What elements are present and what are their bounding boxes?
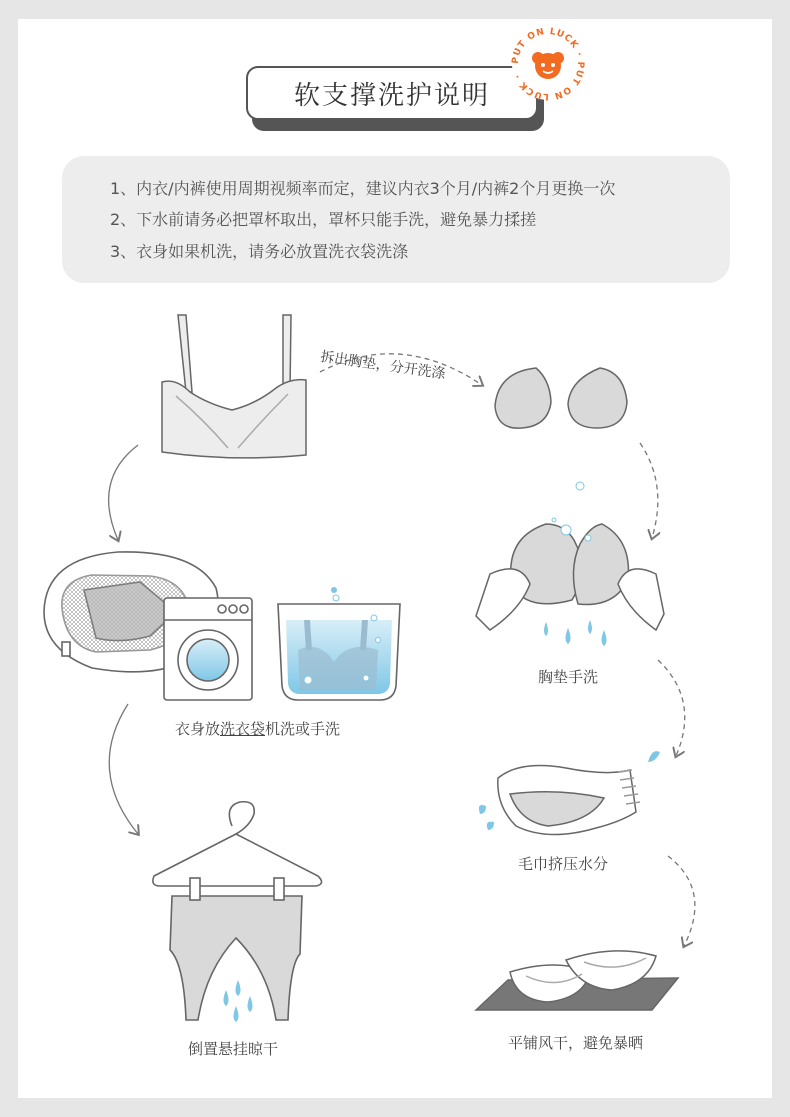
hand-wash-pads-illustration	[476, 482, 664, 646]
caption-remove-pads: 拆出胸垫，分开洗涤	[319, 348, 447, 383]
laundry-bag-link-text: 洗衣袋	[220, 720, 266, 738]
towel-press-illustration	[479, 751, 660, 834]
arrow-to-hang-dry	[109, 704, 138, 834]
pads-illustration	[495, 368, 627, 428]
caption-body-wash-pre: 衣身放	[175, 720, 221, 738]
caption-hang-dry: 倒置悬挂晾干	[188, 1040, 279, 1058]
note-line-2: 2、下水前请务必把罩杯取出，罩杯只能手洗，避免暴力揉搓	[110, 210, 537, 229]
note-line-3: 3、衣身如果机洗，请务必放置洗衣袋洗涤	[110, 242, 409, 261]
caption-body-wash-post: 机洗或手洗	[265, 720, 341, 738]
flat-dry-illustration	[476, 951, 678, 1010]
arrow-to-towel	[658, 660, 685, 756]
arrow-to-handwash	[640, 443, 658, 538]
arrow-to-washer	[109, 445, 138, 540]
svg-text:PUT ON LUCK · PUT ON LUCK ·: PUT ON LUCK · PUT ON LUCK ·	[510, 26, 586, 102]
arrow-to-flat-dry	[668, 856, 695, 946]
basin-handwash-icon	[278, 587, 400, 700]
caption-flat-dry: 平铺风干，避免暴晒	[508, 1034, 644, 1052]
note-line-1: 1、内衣/内裤使用周期视频率而定，建议内衣3个月/内裤2个月更换一次	[110, 179, 616, 198]
hanger-illustration	[153, 802, 322, 1022]
caption-towel-press: 毛巾挤压水分	[518, 855, 609, 873]
caption-body-wash	[175, 718, 340, 739]
bra-illustration	[162, 315, 306, 458]
washing-machine-icon	[164, 598, 252, 700]
caption-pad-handwash: 胸垫手洗	[538, 668, 599, 686]
page-title: 软支撑洗护说明	[293, 80, 490, 111]
